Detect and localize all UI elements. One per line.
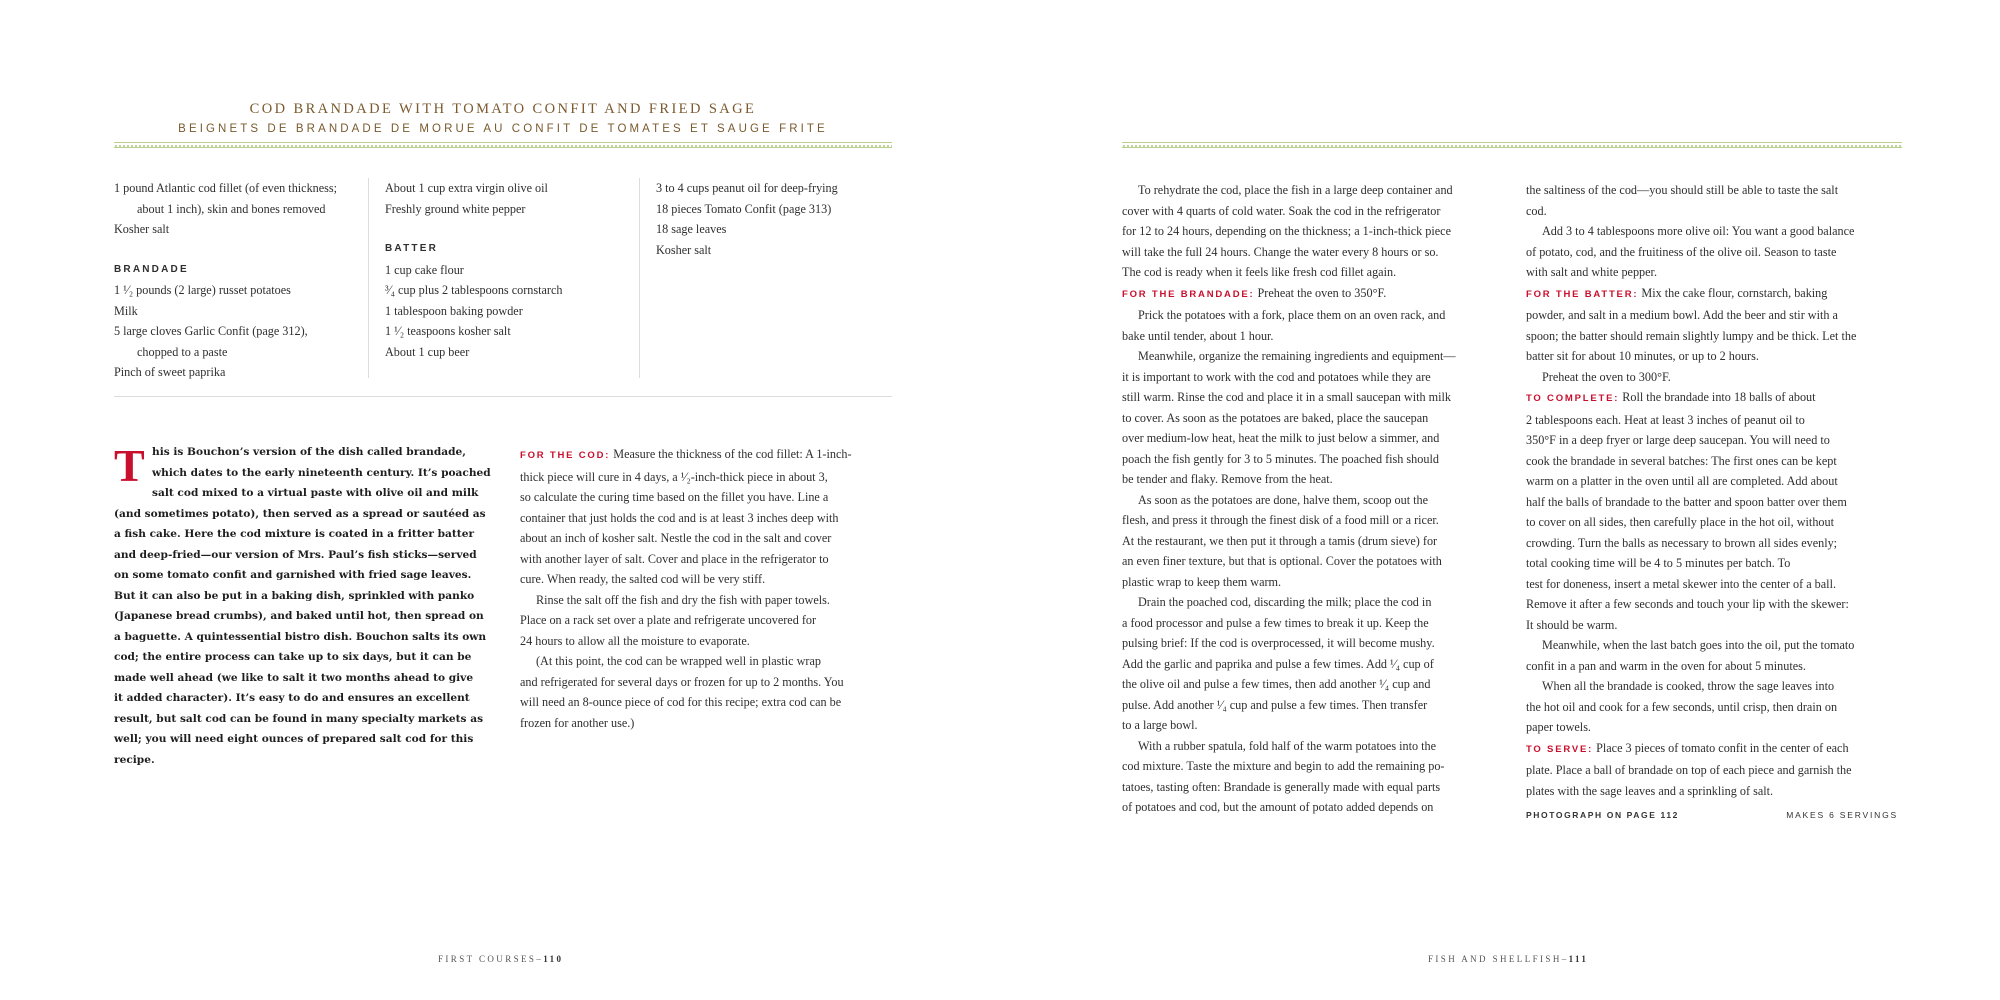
right-page-top-rule <box>1122 142 1902 148</box>
line-text: Preheat the oven to 300°F. <box>1542 369 1671 384</box>
text-line <box>1526 717 1906 738</box>
text-line <box>1122 592 1502 613</box>
text-line <box>1122 510 1502 531</box>
ingredient-heading: BATTER <box>385 243 439 254</box>
text-line <box>1122 305 1502 326</box>
text-line <box>1122 428 1502 449</box>
text-line <box>1122 283 1502 306</box>
ingredient-line: Freshly ground white pepper <box>385 201 526 216</box>
intro-line: and deep-fried—our version of Mrs. Paul’s fish sticks—served <box>114 548 477 561</box>
text-line <box>520 549 900 570</box>
line-text: bake until tender, about 1 hour. <box>1122 328 1274 343</box>
text-line <box>1122 674 1502 695</box>
folio-section: FISH AND SHELLFISH <box>1428 954 1562 964</box>
ingredient-line: about 1 inch), skin and bones removed <box>137 201 326 216</box>
line-text: Remove it after a few seconds and touch your lip with the skewer: <box>1526 597 1849 611</box>
line-text: the saltiness of the cod—you should still be able to taste the salt <box>1526 183 1839 197</box>
text-line <box>1526 326 1906 347</box>
method-column-right-1 <box>1122 180 1502 818</box>
ingredient-line: 1 ¹⁄₂ pounds (2 large) russet potatoes <box>114 283 291 297</box>
ingredient-line: Kosher salt <box>656 242 712 257</box>
page-number: 111 <box>1568 954 1589 964</box>
line-text: with salt and white pepper. <box>1526 265 1657 279</box>
line-text: Mix the cake flour, cornstarch, baking <box>1638 285 1828 300</box>
line-text: frozen for another use.) <box>520 715 635 730</box>
text-line <box>1122 777 1502 798</box>
ingredient-line: 1 pound Atlantic cod fillet (of even thickness; <box>114 181 338 195</box>
step-label: FOR THE BATTER: <box>1526 288 1639 300</box>
line-text: Preheat the oven to 350°F. <box>1254 285 1387 300</box>
text-line <box>1526 242 1906 263</box>
text-line <box>1122 449 1502 470</box>
text-line <box>520 610 900 631</box>
ingredient-line: 3 to 4 cups peanut oil for deep-frying <box>656 181 838 195</box>
line-text: Place 3 pieces of tomato confit in the center of each <box>1593 740 1849 755</box>
ingredient-line: Pinch of sweet paprika <box>114 365 226 379</box>
intro-line: salt cod mixed to a virtual paste with olive oil and milk <box>152 487 479 499</box>
intro-line: (and sometimes potato), then served as a spread or sautéed as <box>114 507 486 520</box>
text-line <box>1526 201 1906 222</box>
text-line <box>520 692 900 713</box>
line-text: so calculate the curing time based on the fillet you have. Line a <box>520 490 829 504</box>
text-line <box>1122 654 1502 675</box>
text-line <box>1122 551 1502 572</box>
line-text: At the restaurant, we then put it through a tamis (drum sieve) for <box>1122 533 1438 548</box>
text-line <box>1526 553 1906 574</box>
text-line <box>520 590 900 611</box>
line-text: Measure the thickness of the cod fillet: A 1-inch- <box>610 447 852 461</box>
line-text: The cod is ready when it feels like fresh cod fillet again. <box>1122 265 1397 279</box>
line-text: be tender and flaky. Remove from the heat. <box>1122 472 1333 486</box>
text-line <box>1526 283 1906 306</box>
step-label: TO SERVE: <box>1526 743 1594 755</box>
ingredient-line: Kosher salt <box>114 222 170 236</box>
line-text: to a large bowl. <box>1122 718 1198 732</box>
spacer <box>114 240 354 250</box>
line-text: the olive oil and pulse a few times, then add another ¹⁄₄ cup and <box>1122 677 1431 691</box>
line-text: Drain the poached cod, discarding the milk; place the cod in <box>1138 595 1432 609</box>
text-line <box>520 631 900 652</box>
line-text: total cooking time will be 4 to 5 minutes per batch. To <box>1526 556 1791 570</box>
ingredient-line: 18 pieces Tomato Confit (page 313) <box>656 201 832 216</box>
line-text: to cover. As soon as the potatoes are baked, place the saucepan <box>1122 410 1429 425</box>
line-text: (At this point, the cod can be wrapped well in plastic wrap <box>536 654 821 668</box>
line-text: Meanwhile, when the last batch goes into the oil, put the tomato <box>1542 638 1855 652</box>
line-text: 2 tablespoons each. Heat at least 3 inches of peanut oil to <box>1526 412 1805 427</box>
text-line <box>520 467 900 488</box>
text-line <box>1526 594 1906 615</box>
ingredients-bottom-rule <box>114 396 892 397</box>
text-line <box>1122 490 1502 511</box>
line-text: Roll the brandade into 18 balls of about <box>1619 390 1816 404</box>
line-text: thick piece will cure in 4 days, a ¹⁄₂-inch-thick piece in about 3, <box>520 469 828 484</box>
text-line <box>520 508 900 529</box>
line-text: pulsing brief: If the cod is overprocessed, it will become mushy. <box>1122 636 1435 650</box>
line-text: cover with 4 quarts of cold water. Soak the cod in the refrigerator <box>1122 203 1441 218</box>
text-line <box>1526 492 1906 513</box>
line-text: To rehydrate the cod, place the fish in a large deep container and <box>1138 183 1453 197</box>
text-line <box>1122 572 1502 593</box>
line-text: warm on a platter in the oven until all are completed. Add about <box>1526 474 1838 488</box>
text-line <box>1122 756 1502 777</box>
text-line <box>1122 367 1502 388</box>
line-text: Rinse the salt off the fish and dry the fish with paper towels. <box>536 592 830 607</box>
text-line <box>1526 656 1906 677</box>
intro-line: recipe. <box>114 753 155 766</box>
intro-line: a fish cake. Here the cod mixture is coated in a fritter batter <box>114 528 475 540</box>
text-line <box>1526 760 1906 781</box>
line-text: with another layer of salt. Cover and place in the refrigerator to <box>520 551 829 566</box>
line-text: spoon; the batter should remain slightly lumpy and be thick. Let the <box>1526 328 1857 343</box>
text-line <box>1526 180 1906 201</box>
method-column-right-2 <box>1526 180 1906 826</box>
folio-separator: – <box>1561 954 1569 964</box>
text-line <box>1526 410 1906 431</box>
line-text: for 12 to 24 hours, depending on the thickness; a 1-inch-thick piece <box>1122 224 1451 238</box>
page-number: 110 <box>543 954 564 964</box>
intro-line: result, but salt cod can be found in many specialty markets as <box>114 712 484 725</box>
line-text: With a rubber spatula, fold half of the warm potatoes into the <box>1138 738 1437 753</box>
ingredient-line: 1 ¹⁄₂ teaspoons kosher salt <box>385 324 511 338</box>
line-text: still warm. Rinse the cod and place it in a small saucepan with milk <box>1122 390 1451 404</box>
line-text: will need an 8-ounce piece of cod for this recipe; extra cod can be <box>520 695 842 709</box>
step-label: TO COMPLETE: <box>1526 393 1620 404</box>
line-text: and refrigerated for several days or frozen for up to 2 months. You <box>520 674 844 689</box>
text-line <box>1526 512 1906 533</box>
line-text: cod mixture. Taste the mixture and begin to add the remaining po- <box>1122 759 1445 773</box>
intro-line: (Japanese bread crumbs), and baked until hot, then spread on <box>114 610 484 622</box>
text-line <box>1122 326 1502 347</box>
text-line <box>1122 346 1502 367</box>
line-text: Add the garlic and paprika and pulse a few times. Add ¹⁄₄ cup of <box>1122 656 1434 671</box>
text-line <box>1122 408 1502 429</box>
ingredient-line: About 1 cup extra virgin olive oil <box>385 181 548 195</box>
text-line <box>1526 738 1906 761</box>
ingredient-line: ³⁄₄ cup plus 2 tablespoons cornstarch <box>385 283 563 297</box>
spacer <box>385 219 625 229</box>
recipe-title-block <box>114 100 892 137</box>
ingredient-line: About 1 cup beer <box>385 344 470 359</box>
text-line <box>1526 430 1906 451</box>
intro-line: a baguette. A quintessential bistro dish. Bouchon salts its own <box>114 630 487 643</box>
step-label: FOR THE COD: <box>520 450 611 461</box>
ingredient-line: 1 tablespoon baking powder <box>385 303 523 318</box>
text-line <box>1122 613 1502 634</box>
line-text: 350°F in a deep fryer or large deep saucepan. You will need to <box>1526 433 1830 447</box>
line-text: When all the brandade is cooked, throw the sage leaves into <box>1542 679 1835 693</box>
line-text: Place on a rack set over a plate and refrigerate uncovered for <box>520 613 817 627</box>
title-rule <box>114 142 892 148</box>
line-text: an even finer texture, but that is optional. Cover the potatoes with <box>1122 554 1442 568</box>
text-line <box>1122 180 1502 201</box>
line-text: Prick the potatoes with a fork, place them on an oven rack, and <box>1138 308 1446 322</box>
recipe-title-english: COD BRANDADE WITH TOMATO CONFIT AND FRIED SAGE <box>249 101 757 117</box>
ingredient-heading: BRANDADE <box>114 263 189 275</box>
text-line <box>1526 387 1906 410</box>
intro-line: it added character). It’s easy to do and ensures an excellent <box>114 692 470 704</box>
line-text: of potato, cod, and the fruitiness of the olive oil. Season to taste <box>1526 244 1837 259</box>
line-text: flesh, and press it through the finest disk of a food mill or a ricer. <box>1122 513 1439 527</box>
photo-reference: PHOTOGRAPH ON PAGE 112 <box>1526 810 1679 820</box>
line-text: the hot oil and cook for a few seconds, until crisp, then drain on <box>1526 699 1838 714</box>
line-text: plastic wrap to keep them warm. <box>1122 574 1282 589</box>
line-text: cod. <box>1526 203 1547 218</box>
intro-line: But it can also be put in a baking dish, sprinkled with panko <box>114 589 475 602</box>
text-line <box>1122 695 1502 716</box>
ingredient-line: 5 large cloves Garlic Confit (page 312), <box>114 324 308 338</box>
line-text: container that just holds the cod and is at least 3 inches deep with <box>520 510 839 525</box>
intro-line: cod; the entire process can take up to six days, but it can be <box>114 651 472 663</box>
intro-line: on some tomato confit and garnished with fried sage leaves. <box>114 569 472 581</box>
text-line <box>1122 201 1502 222</box>
text-line <box>520 713 900 734</box>
text-line <box>520 651 900 672</box>
line-text: confit in a pan and warm in the oven for about 5 minutes. <box>1526 658 1806 673</box>
text-line <box>1526 533 1906 554</box>
intro-line: which dates to the early nineteenth century. It’s poached <box>152 466 491 479</box>
text-line <box>1526 574 1906 595</box>
line-text: it is important to work with the cod and potatoes while they are <box>1122 369 1431 384</box>
text-line <box>1526 221 1906 242</box>
text-line <box>1526 781 1906 802</box>
intro-paragraph <box>114 442 490 770</box>
text-line <box>1122 469 1502 490</box>
intro-line: well; you will need eight ounces of prepared salt cod for this <box>114 733 474 745</box>
text-line <box>1122 633 1502 654</box>
text-line <box>1122 242 1502 263</box>
column-divider <box>368 178 369 378</box>
line-text: half the balls of brandade to the batter and spoon batter over them <box>1526 494 1847 509</box>
servings-yield: MAKES 6 SERVINGS <box>1786 810 1898 820</box>
line-text: batter sit for about 10 minutes, or up to 2 hours. <box>1526 349 1759 363</box>
text-line <box>1122 387 1502 408</box>
column-divider <box>639 178 640 378</box>
line-text: will take the full 24 hours. Change the water every 8 hours or so. <box>1122 244 1439 259</box>
line-text: powder, and salt in a medium bowl. Add the beer and stir with a <box>1526 308 1838 322</box>
text-line <box>520 528 900 549</box>
line-text: tatoes, tasting often: Brandade is generally made with equal parts <box>1122 779 1441 794</box>
text-line <box>1526 262 1906 283</box>
line-text: 24 hours to allow all the moisture to evaporate. <box>520 633 750 648</box>
ingredient-line: 18 sage leaves <box>656 222 727 236</box>
folio-left <box>438 954 563 964</box>
ingredient-line: Milk <box>114 303 138 318</box>
recipe-title-french: BEIGNETS DE BRANDADE DE MORUE AU CONFIT DE TOMATES ET SAUGE FRITE <box>178 123 828 135</box>
text-line <box>520 569 900 590</box>
text-line <box>520 672 900 693</box>
line-text: plates with the sage leaves and a sprinkling of salt. <box>1526 783 1774 798</box>
text-line <box>1526 471 1906 492</box>
text-line <box>1122 715 1502 736</box>
line-text: to cover on all sides, then carefully place in the hot oil, without <box>1526 515 1834 529</box>
text-line <box>1122 531 1502 552</box>
folio-section: FIRST COURSES <box>438 954 537 964</box>
line-text: test for doneness, insert a metal skewer into the center of a ball. <box>1526 576 1836 591</box>
line-text: paper towels. <box>1526 720 1591 734</box>
intro-line: made well ahead (we like to salt it two months ahead to give <box>114 671 474 684</box>
text-line <box>1526 697 1906 718</box>
text-line <box>520 487 900 508</box>
folio-separator: – <box>536 954 544 964</box>
line-text: Meanwhile, organize the remaining ingredients and equipment— <box>1138 349 1456 363</box>
text-line <box>1526 346 1906 367</box>
line-text: pulse. Add another ¹⁄₄ cup and pulse a few times. Then transfer <box>1122 697 1428 712</box>
drop-cap: T <box>114 440 145 491</box>
text-line <box>1526 615 1906 636</box>
text-line <box>1526 635 1906 656</box>
line-text: plate. Place a ball of brandade on top of each piece and garnish the <box>1526 763 1852 777</box>
line-text: about an inch of kosher salt. Nestle the cod in the salt and cover <box>520 531 832 545</box>
line-text: over medium-low heat, heat the milk to just below a simmer, and <box>1122 431 1440 445</box>
step-label: FOR THE BRANDADE: <box>1122 288 1255 300</box>
text-line <box>1122 736 1502 757</box>
line-text: As soon as the potatoes are done, halve them, scoop out the <box>1138 492 1429 507</box>
ingredients-column-1 <box>114 178 354 383</box>
line-text: cook the brandade in several batches: The first ones can be kept <box>1526 453 1837 468</box>
text-line <box>1122 221 1502 242</box>
ingredients-list <box>114 178 892 378</box>
line-text: cure. When ready, the salted cod will be very stiff. <box>520 572 766 586</box>
method-column-left <box>520 444 900 733</box>
line-text: of potatoes and cod, but the amount of potato added depends on <box>1122 800 1434 814</box>
line-text: It should be warm. <box>1526 617 1618 632</box>
line-text: poach the fish gently for 3 to 5 minutes. The poached fish should <box>1122 451 1439 466</box>
intro-line: his is Bouchon’s version of the dish called brandade, <box>152 446 466 458</box>
text-line <box>1526 367 1906 388</box>
text-line <box>1122 797 1502 818</box>
ingredient-line: chopped to a paste <box>137 344 228 359</box>
recipe-footer <box>1526 805 1898 826</box>
folio-right <box>1428 954 1588 964</box>
line-text: Add 3 to 4 tablespoons more olive oil: You want a good balance <box>1542 224 1855 238</box>
text-line <box>1122 262 1502 283</box>
ingredients-column-2 <box>385 178 625 362</box>
text-line <box>520 444 900 467</box>
text-line <box>1526 305 1906 326</box>
ingredients-column-3 <box>656 178 892 260</box>
text-line <box>1526 451 1906 472</box>
text-line <box>1526 676 1906 697</box>
line-text: a food processor and pulse a few times to break it up. Keep the <box>1122 615 1429 630</box>
line-text: crowding. Turn the balls as necessary to brown all sides evenly; <box>1526 535 1838 550</box>
ingredient-line: 1 cup cake flour <box>385 262 464 277</box>
